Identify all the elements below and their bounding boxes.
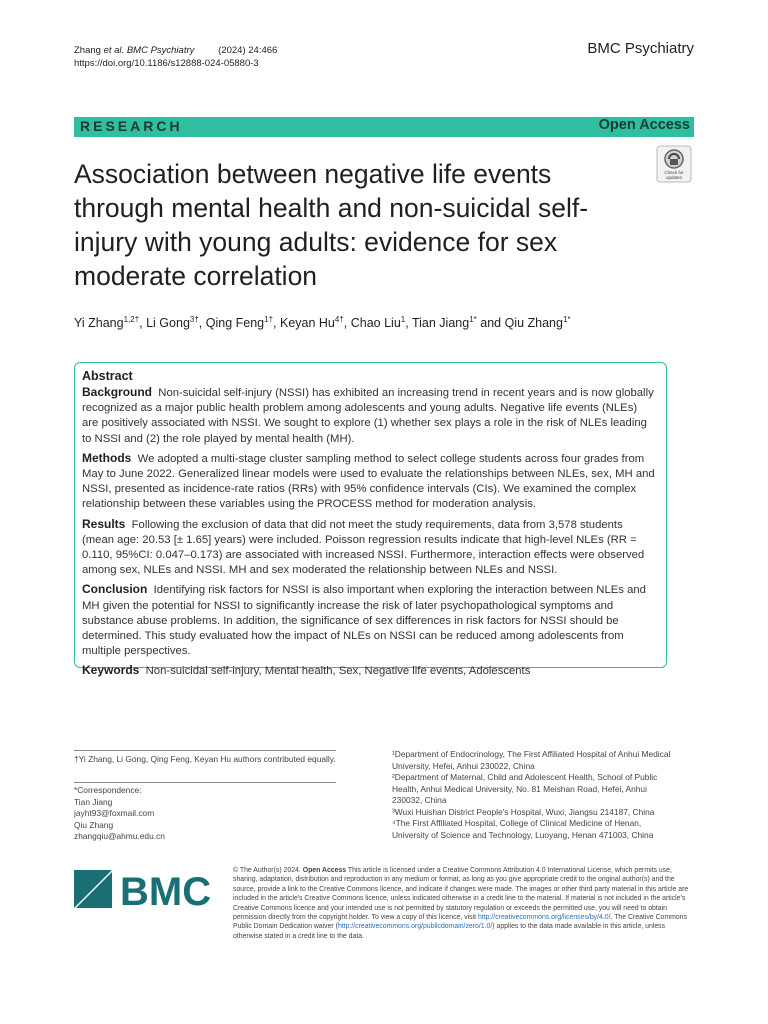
open-access-label: Open Access bbox=[598, 117, 690, 133]
footnote-rule bbox=[74, 750, 336, 751]
abstract-background: Background Non-suicidal self-injury (NSSI) has exhibited an increasing trend in recent years and is now globally recognized as a major public health problem among adolescents and young adults. Negative life events (NLEs) are positively associated with NSSI. We sought to explore (1) whether sex plays a role in the risk of NLEs leading to NSSI and (2) the role played by mental health (MH). bbox=[82, 385, 654, 445]
author-affiliation-mark: 1† bbox=[264, 315, 274, 324]
author-affiliation-mark: 1,2† bbox=[123, 315, 140, 324]
email-link[interactable]: jayht93@foxmail.com bbox=[74, 808, 155, 818]
bmc-logo-mark bbox=[74, 870, 214, 910]
check-for-updates-badge[interactable] bbox=[656, 145, 692, 183]
author-name: Li Gong$^{3\dagger}$ bbox=[146, 315, 199, 331]
author-name: Chao Liu$^1$ bbox=[350, 315, 406, 331]
email-link[interactable]: zhangqiu@ahmu.edu.cn bbox=[74, 831, 165, 841]
bmc-logo bbox=[74, 870, 214, 910]
abstract-heading: Abstract bbox=[82, 369, 133, 383]
author-affiliation-mark: 1* bbox=[562, 315, 571, 324]
author-name: Tian Jiang$^{1*}$ bbox=[411, 315, 477, 331]
svg-text:updates: updates bbox=[665, 175, 683, 180]
author-name: Qing Feng$^{1\dagger}$ bbox=[205, 315, 274, 331]
contribution-note: †Yi Zhang, Li Gong, Qing Feng, Keyan Hu authors contributed equally. bbox=[74, 754, 336, 764]
journal-name: BMC Psychiatry bbox=[587, 40, 694, 57]
running-header bbox=[74, 44, 277, 70]
abstract-methods: Methods We adopted a multi-stage cluster sampling method to select college students across four grades from May to June 2022. Generalized linear models were used to evaluate the relationships between NLEs, sex, MH and NSSI, presented as incidence-rate ratios (RRs) with 95% confidence intervals (CIs). We examined the complex relationship between these variables using the PROCESS method for moderation analysis. bbox=[82, 450, 655, 511]
check-updates-icon bbox=[656, 145, 692, 183]
affiliation: ¹Department of Endocrinology, The First Affiliated Hospital of Anhui Medical University, Hefei, Anhui 230022, China bbox=[392, 749, 671, 771]
section-banner bbox=[74, 117, 694, 137]
abstract-box bbox=[74, 362, 667, 678]
abstract-keywords: Keywords Non-suicidal self-injury, Mental health, Sex, Negative life events, Adolescents bbox=[82, 663, 531, 678]
svg-text:BMC: BMC bbox=[120, 870, 212, 910]
section-label: RESEARCH bbox=[80, 118, 183, 134]
article-title: Association between negative life events through mental health and non-suicidal self-injury with young adults: evidence for sex moderate correlation bbox=[74, 159, 589, 291]
svg-text:Check for: Check for bbox=[664, 170, 684, 175]
abstract-conclusion: Conclusion Identifying risk factors for NSSI is also important when exploring the interaction between NLEs and MH given the potential for NSSI to significantly increase the risk of later psychopathological symptoms and substance abuse problems. In addition, the significance of sex differences in risk factors for NSSI should be determined. This study evaluated how the impact of NLEs on NSSI can be reduced among adolescents from multiple perspectives. bbox=[82, 582, 646, 658]
affiliation: ³Wuxi Huishan District People's Hospital, Wuxi, Jiangsu 214187, China bbox=[392, 806, 655, 817]
author-list: Yi Zhang$^{1,2\dagger}$, Li Gong$^{3\dagger}$, Qing Feng$^{1\dagger}$, Keyan $Hu^{4\dagger}$, Chao Liu$^1$, Tian Jiang$^{1*}$ and Qiu Zhang$^{1*}$ bbox=[74, 315, 571, 331]
author-name: Keyan $Hu^{4\dagger}$ bbox=[279, 315, 344, 331]
author-affiliation-mark: 4† bbox=[334, 315, 344, 324]
abstract-results: Results Following the exclusion of data that did not meet the study requirements, data from 3,578 students (mean age: 20.53 [± 1.65] years) were included. Poisson regression results indicate that high-level NLEs (RR = 0.110, 95%CI: 0.047–0.173) are associated with increased NSSI. Furthermore, interaction effects were observed among sex, NLEs and NSSI. MH and sex moderated the relationship between NLEs and NSSI. bbox=[82, 516, 645, 577]
license-text: © The Author(s) 2024. Open Access This article is licensed under a Creative Commons Attribution 4.0 International License, which permits use, sharing, adaptation, distribution and reproduction in any medium or format, as long as you give appropriate credit to the original author(s) and the source, provide a link to the Creative Commons licence, and indicate if changes were made. The images or other third party material in this article are included in the article's Creative Commons licence, unless indicated otherwise in a credit line to the material. If material is not included in the article's Creative Commons licence and your intended use is not permitted by statutory regulation or exceeds the permitted use, you will need to obtain permission directly from the copyright holder. To view a copy of this licence, visit http://creativecommons.org/licenses/by/4.0/. The Creative Commons Public Domain Dedication waiver (http://creativecommons.org/publicdomain/zero/1.0/) applies to the data made available in this article, unless otherwise stated in a credit line to the data. bbox=[233, 867, 689, 940]
correspondence: *Correspondence: Tian Jiang jayht93@foxmail.com Qiu Zhang zhangqiu@ahmu.edu.cn bbox=[74, 785, 336, 843]
author-name: Qiu Zhang$^{1*}$ bbox=[504, 315, 571, 331]
doi-link[interactable]: https://doi.org/10.1186/s12888-024-05880-3 bbox=[74, 58, 259, 69]
affiliations bbox=[392, 749, 672, 841]
affiliation: ²Department of Maternal, Child and Adolescent Health, School of Public Health, Anhui Medical University, No. 81 Meishan Road, Hefei, Anhui 230032, China bbox=[392, 772, 658, 805]
cc-by-link[interactable]: http://creativecommons.org/licenses/by/4.0/ bbox=[477, 914, 611, 922]
cc0-link[interactable]: http://creativecommons.org/publicdomain/zero/1.0/ bbox=[337, 923, 493, 931]
author-name: Yi Zhang$^{1,2\dagger}$ bbox=[74, 315, 140, 331]
author-affiliation-mark: 1* bbox=[469, 315, 477, 324]
citation: Zhang et al. BMC Psychiatry (2024) 24:466 bbox=[74, 45, 278, 56]
author-affiliation-mark: 1 bbox=[400, 315, 406, 324]
correspondence-rule bbox=[74, 782, 336, 783]
affiliation: ⁴The First Affiliated Hospital, College of Clinical Medicine of Henan, University of Science and Technology, Luoyang, Henan 471003, China bbox=[392, 818, 654, 840]
author-affiliation-mark: 3† bbox=[189, 315, 199, 324]
